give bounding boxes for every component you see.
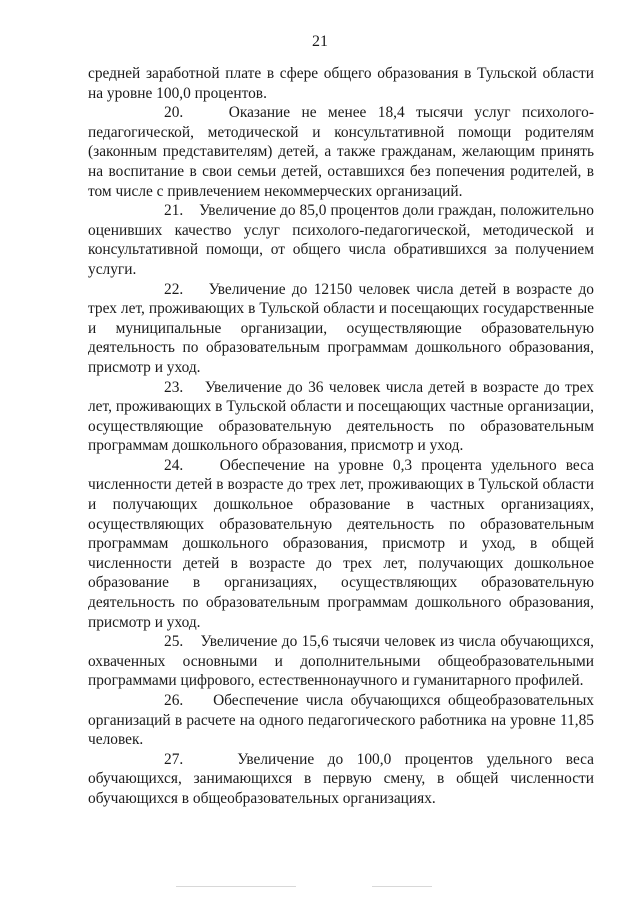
list-item <box>88 691 594 750</box>
item-text: Увеличение до 15,6 тысячи человек из числа обучающихся, охваченных основными и дополнительными общеобразовательными программами цифрового, естественнонаучного и гуманитарного профилей. <box>88 633 594 690</box>
item-text: Обеспечение на уровне 0,3 процента удельного веса численности детей в возрасте до трех лет, проживающих в Тульской области и получающих дошкольное образование в частных организациях, осуществляющих образовательную деятельность по образовательным программам дошкольного образования, присмотр и уход, в общей численности детей в возрасте до трех лет, получающих дошкольное образование в организациях, осуществляющих образовательную деятельность по образовательным программам дошкольного образования, присмотр и уход. <box>88 456 594 631</box>
scan-artifact <box>372 886 432 887</box>
item-text: Увеличение до 36 человек числа детей в возрасте до трех лет, проживающих в Тульской области и посещающих частные организации, осуществляющие образовательную деятельность по образовательным программам дошкольного образования, присмотр и уход. <box>88 378 595 455</box>
item-number: 26. <box>164 692 184 709</box>
list-item <box>88 750 594 809</box>
list-item <box>88 280 594 378</box>
item-text: Оказание не менее 18,4 тысячи услуг психолого-педагогической, методической и консультативной помощи родителям (законным представителям) детей, а также гражданам, желающим принять на воспитание в свои семьи детей, оставшихся без попечения родителей, в том числе с привлечением некоммерческих организаций. <box>88 104 594 200</box>
list-item <box>88 103 594 201</box>
page-number: 21 <box>312 33 328 50</box>
list-item <box>88 378 594 456</box>
item-text: Обеспечение числа обучающихся общеобразовательных организаций в расчете на одного педагогического работника на уровне 11,85 человек. <box>88 692 595 749</box>
item-text: Увеличение до 85,0 процентов доли граждан, положительно оценивших качество услуг психолого-педагогической, методической и консультативной помощи, от общего числа обратившихся за получением услуги. <box>88 202 594 278</box>
intro-paragraph: средней заработной плате в сфере общего образования в Тульской области на уровне 100,0 процентов. <box>88 65 594 102</box>
item-number: 22. <box>164 280 184 298</box>
item-number: 20. <box>164 104 184 122</box>
scan-artifact <box>176 886 296 887</box>
item-number: 24. <box>164 456 184 474</box>
item-number: 21. <box>164 202 184 220</box>
item-text: Увеличение до 100,0 процентов удельного веса обучающихся, занимающихся в первую смену, в общей численности обучающихся в общеобразовательных организациях. <box>88 750 595 807</box>
list-item <box>88 456 594 632</box>
document-body <box>88 64 594 809</box>
list-item <box>88 201 594 279</box>
item-number: 27. <box>164 750 184 768</box>
list-item <box>88 632 594 691</box>
item-number: 23. <box>164 378 184 396</box>
item-number: 25. <box>164 633 184 651</box>
item-text: Увеличение до 12150 человек числа детей в возрасте до трех лет, проживающих в Тульской области и посещающих государственные и муниципальные организации, осуществляющие образовательную деятельность по образовательным программам дошкольного образования, присмотр и уход. <box>88 280 594 376</box>
